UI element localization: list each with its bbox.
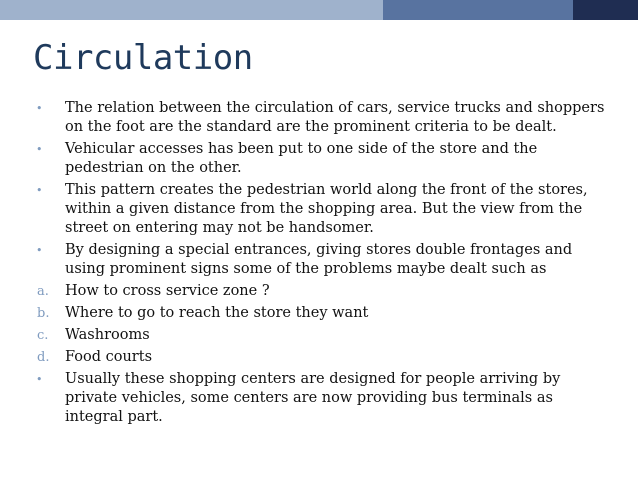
header-band	[0, 0, 638, 20]
bullet-text: Vehicular accesses has been put to one side of the store and the pedestrian on the other.	[65, 141, 538, 176]
bullet-text: By designing a special entrances, giving stores double frontages and using prominent signs some of the problems maybe dealt such as	[65, 242, 573, 277]
lettered-item	[0, 304, 638, 323]
header-band-light	[0, 0, 383, 20]
bullet-text: This pattern creates the pedestrian world along the front of the stores, within a given distance from the shopping area. But the view from the street on entering may not be handsomer.	[65, 182, 588, 236]
lettered-text: Where to go to reach the store they want	[65, 305, 369, 321]
letter-marker: b.	[37, 306, 50, 321]
bullet-marker: •	[36, 102, 43, 115]
lettered-text: Food courts	[65, 349, 153, 365]
header-band-dark	[573, 0, 638, 20]
bullet-text: Usually these shopping centers are designed for people arriving by private vehicles, some centers are now providing bus terminals as integral part.	[65, 371, 561, 425]
bullet-item	[0, 140, 638, 178]
header-band-mid	[383, 0, 573, 20]
lettered-item	[0, 348, 638, 367]
lettered-item	[0, 326, 638, 345]
slide-title: Circulation	[33, 38, 253, 78]
letter-marker: a.	[37, 284, 49, 299]
letter-marker: c.	[37, 328, 49, 343]
bullet-marker: •	[36, 184, 43, 197]
lettered-text: Washrooms	[65, 327, 150, 343]
bullet-marker: •	[36, 143, 43, 156]
letter-marker: d.	[37, 350, 50, 365]
bullet-marker: •	[36, 373, 43, 386]
bullet-text: The relation between the circulation of cars, service trucks and shoppers on the foot are the standard are the prominent criteria to be dealt.	[65, 100, 605, 135]
lettered-text: How to cross service zone ?	[65, 283, 270, 299]
bullet-item	[0, 181, 638, 238]
bullet-item	[0, 241, 638, 279]
bullet-marker: •	[36, 244, 43, 257]
bullet-item	[0, 370, 638, 427]
lettered-item	[0, 282, 638, 301]
bullet-item	[0, 99, 638, 137]
bullet-list	[0, 99, 638, 430]
